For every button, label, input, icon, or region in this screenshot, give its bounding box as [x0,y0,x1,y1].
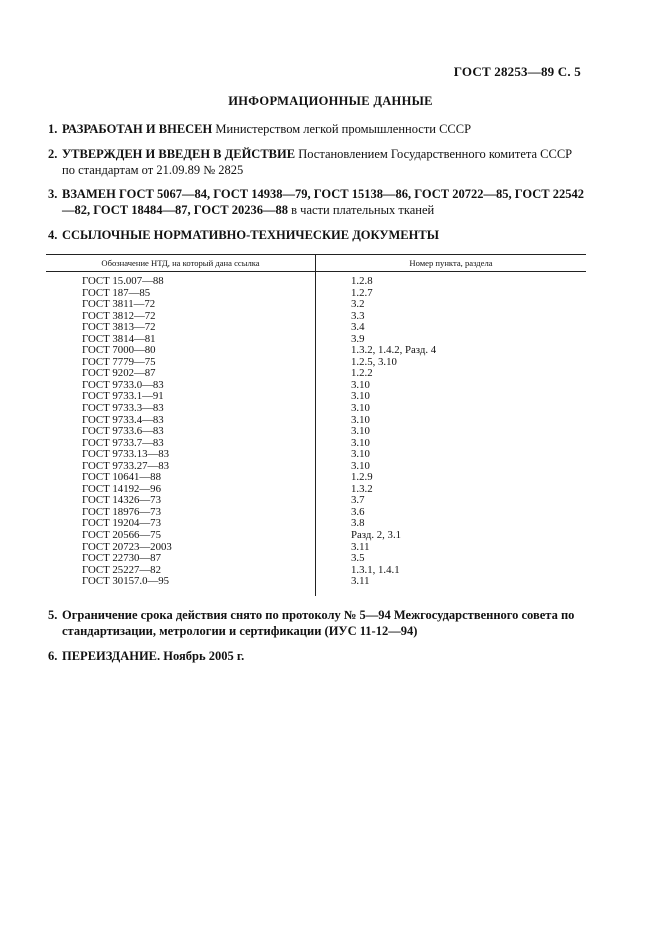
document-designation: ГОСТ 9733.1—91 [82,390,164,403]
section-4 [48,227,588,243]
clause-number: 3.11 [351,540,370,553]
clause-number: 3.10 [351,425,370,438]
section-6 [48,648,588,664]
document-designation: ГОСТ 9733.27—83 [82,459,170,472]
clause-number: 1.3.1, 1.4.1 [351,563,400,576]
section-number: 2. [48,147,58,161]
clause-number: 3.10 [351,413,370,426]
document-designation: ГОСТ 9733.13—83 [82,448,170,461]
clause-number: 1.2.8 [351,275,373,287]
section-heading: ПЕРЕИЗДАНИЕ. [62,649,161,663]
document-designation: ГОСТ 9733.3—83 [82,402,164,415]
clause-number: 1.3.2, 1.4.2, Разд. 4 [351,344,437,357]
document-designation: ГОСТ 18976—73 [82,505,161,518]
section-text: Ноябрь 2005 г. [160,649,245,663]
document-designation: ГОСТ 3811—72 [82,298,156,311]
clause-number: 3.10 [351,448,370,461]
page-title: ИНФОРМАЦИОННЫЕ ДАННЫЕ [228,94,433,108]
document-designation: ГОСТ 15.007—88 [82,275,164,287]
section-number: 1. [48,122,58,136]
clause-number: 3.10 [351,390,370,403]
section-text: Ограничение срока действия снято по протоколу № 5—94 Межгосударственного совета по стандартизации, метрологии и сертификации (ИУС 11-12—94) [62,608,575,638]
clause-number: 1.3.2 [351,482,373,495]
section-text: Постановлением Государственного комитета СССР по стандартам от 21.09.89 № 2825 [62,147,573,177]
section-text: в части плательных тканей [288,203,435,217]
table-row [46,553,586,565]
clause-number: 3.7 [351,494,365,507]
document-designation: ГОСТ 9733.6—83 [82,425,164,438]
table-row [46,322,586,334]
document-designation: ГОСТ 25227—82 [82,563,161,576]
document-designation: ГОСТ 9733.7—83 [82,436,164,449]
clause-number: 1.2.9 [351,471,373,484]
table-header-rule [46,271,586,272]
document-designation: ГОСТ 30157.0—95 [82,575,170,588]
clause-number: 3.10 [351,378,370,391]
section-number: 3. [48,187,58,201]
clause-number: 1.2.2 [351,367,373,380]
section-1 [48,121,588,137]
section-5 [48,607,588,639]
clause-number: 1.2.7 [351,286,373,299]
clause-number: 3.2 [351,298,365,311]
document-designation: ГОСТ 22730—87 [82,552,161,565]
section-number: 6. [48,649,58,663]
clause-number: 3.11 [351,575,370,588]
document-designation: ГОСТ 3812—72 [82,309,156,322]
section-heading: УТВЕРЖДЕН И ВВЕДЕН В ДЕЙСТВИЕ [62,147,296,161]
document-designation: ГОСТ 7779—75 [82,355,156,368]
table-row [46,403,586,415]
table-row [46,576,586,588]
section-heading: ВЗАМЕН ГОСТ 5067—84, ГОСТ 14938—79, ГОСТ 15138—86, ГОСТ 20722—85, ГОСТ 22542—82, ГОСТ 18484—87, ГОСТ 20236—88 [62,187,584,217]
document-designation: ГОСТ 7000—80 [82,344,156,357]
clause-number: 3.10 [351,402,370,415]
section-heading: РАЗРАБОТАН И ВНЕСЕН [62,122,213,136]
section-2 [48,146,588,178]
document-designation: ГОСТ 187—85 [82,286,151,299]
document-designation: ГОСТ 3813—72 [82,321,156,334]
clause-number: 3.3 [351,309,365,322]
document-designation: ГОСТ 14192—96 [82,482,161,495]
clause-number: 3.8 [351,517,365,530]
clause-number: 3.4 [351,321,365,334]
document-designation: ГОСТ 9202—87 [82,367,156,380]
section-number: 4. [48,228,58,242]
document-designation: ГОСТ 9733.4—83 [82,413,164,426]
table-row [46,530,586,542]
table-row [46,426,586,438]
clause-number: 1.2.5, 3.10 [351,355,397,368]
table-header-clause: Номер пункта, раздела [409,258,493,268]
section-3 [48,186,588,218]
clause-number: 3.10 [351,436,370,449]
table-row [46,299,586,311]
document-designation: ГОСТ 3814—81 [82,332,156,345]
table-header-document: Обозначение НТД, на который дана ссылка [101,258,260,268]
document-designation: ГОСТ 9733.0—83 [82,378,164,391]
document-designation: ГОСТ 10641—88 [82,471,161,484]
document-designation: ГОСТ 20566—75 [82,529,161,542]
clause-number: 3.10 [351,459,370,472]
document-designation: ГОСТ 20723—2003 [82,540,172,553]
clause-number: 3.6 [351,505,365,518]
section-heading: ССЫЛОЧНЫЕ НОРМАТИВНО-ТЕХНИЧЕСКИЕ ДОКУМЕНТЫ [62,228,439,242]
page-header: ГОСТ 28253—89 С. 5 [453,64,581,79]
clause-number: 3.5 [351,552,365,565]
table-top-rule [46,254,586,255]
section-text: Министерством легкой промышленности СССР [212,122,472,136]
table-row [46,276,586,288]
table-body [46,276,586,588]
document-designation: ГОСТ 14326—73 [82,494,161,507]
clause-number: 3.9 [351,332,365,345]
document-designation: ГОСТ 19204—73 [82,517,161,530]
section-number: 5. [48,608,58,622]
clause-number: Разд. 2, 3.1 [351,529,402,542]
